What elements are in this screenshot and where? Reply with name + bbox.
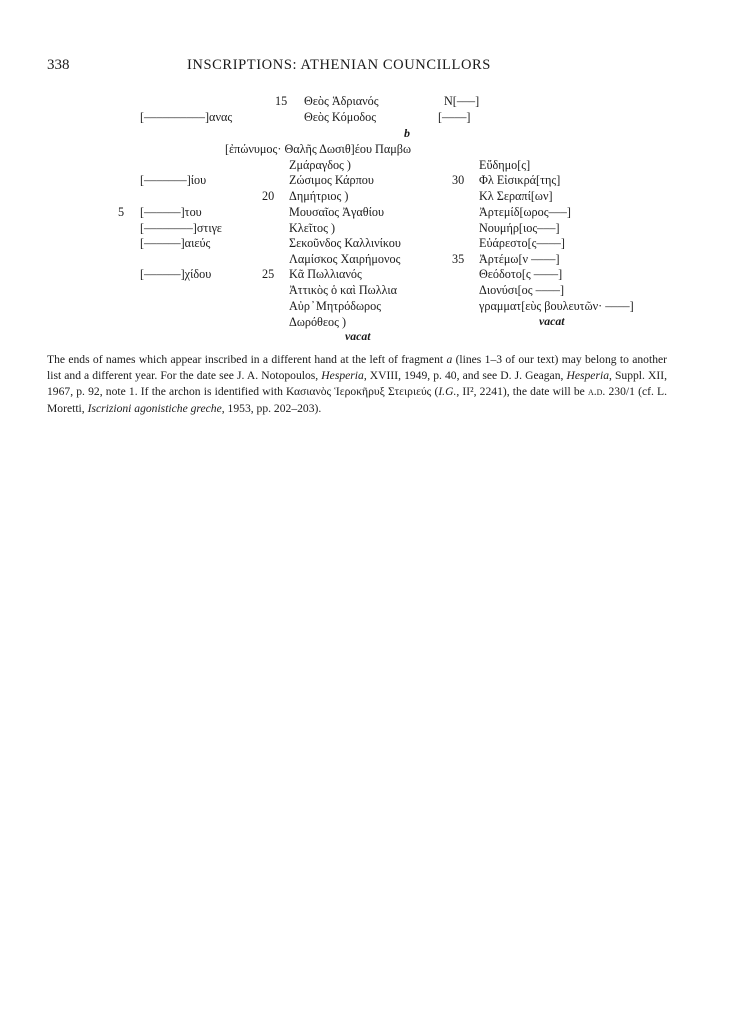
running-title: INSCRIPTIONS: ATHENIAN COUNCILLORS bbox=[187, 57, 491, 73]
middle-line: Λαμίσκος Χαιρήμονος bbox=[289, 252, 401, 266]
middle-line: Δωρόθεος ) bbox=[289, 315, 347, 329]
left-fragment: [––––––]αιεύς bbox=[140, 236, 211, 250]
left-fragment: [––––––––––]ανας bbox=[140, 110, 233, 124]
fragment-b-marker: b bbox=[404, 126, 410, 140]
middle-line: Κλεῖτος ) bbox=[289, 221, 336, 235]
right-line: Θεόδοτο[ς ––––] bbox=[479, 267, 563, 281]
vacat-middle: vacat bbox=[345, 329, 371, 343]
line-number-15: 15 bbox=[275, 94, 288, 108]
middle-line: Ἀττικὸς ὁ καὶ Πωλλια bbox=[289, 283, 398, 297]
right-line: γραμματ[εὺς βουλευτῶν· ––––] bbox=[479, 299, 634, 313]
line-number-25: 25 bbox=[262, 267, 275, 281]
right-line: Διονύσι[ος ––––] bbox=[479, 283, 565, 297]
right-line: Εὔδημο[ς] bbox=[479, 158, 531, 172]
commentary-paragraph: The ends of names which appear inscribed in a different hand at the left of fragment a (lines 1–3 of our text) may belong to another list and a different year. For the date see J. A. Notopoulos, Hesperia, XVIII, 1949, p. 40, and see D. J. Geagan, Hesperia, Suppl. XII, 1967, p. 92, note 1. If the archon is identified with Κασιανὸς Ἱεροκῆρυξ Στειριεύς (I.G., II², 2241), the date will be a.d. 230/1 (cf. L. Moretti, Iscrizioni agonistiche greche, 1953, pp. 202–203). bbox=[47, 353, 668, 415]
right-line: Κλ Σεραπί[ων] bbox=[479, 189, 553, 203]
line-number-35: 35 bbox=[452, 252, 465, 266]
middle-line: Αὐρ ̓ Μητρόδωρος bbox=[289, 299, 382, 313]
right-line: Ν[–––] bbox=[444, 94, 480, 108]
right-line: Νουμήρ[ιος–––] bbox=[479, 221, 560, 235]
middle-line: Ζώσιμος Κάρπου bbox=[289, 173, 374, 187]
middle-line: Σεκοῦνδος Καλλινίκου bbox=[289, 236, 401, 250]
page-number: 338 bbox=[47, 57, 70, 73]
middle-line: Ζμάραγδος ) bbox=[289, 158, 351, 172]
right-line: Φλ Εἰσικρά[της] bbox=[479, 173, 561, 187]
line-number-5: 5 bbox=[118, 205, 125, 219]
middle-line: [ἐπώνυμος· Θαλῆς Δωσιθ]έου Παμβω bbox=[225, 142, 411, 156]
left-fragment: [––––––]χίδου bbox=[140, 267, 212, 281]
left-fragment: [–––––––]ίου bbox=[140, 173, 207, 187]
left-fragment: [––––––––]στιγε bbox=[140, 221, 222, 235]
middle-line: Θεὸς Ἁδριανός bbox=[304, 94, 379, 108]
line-number-20: 20 bbox=[262, 189, 275, 203]
right-line: [––––] bbox=[438, 110, 471, 124]
middle-line: Θεὸς Κόμοδος bbox=[304, 110, 377, 124]
middle-line: Μουσαῖος Ἀγαθίου bbox=[289, 205, 384, 219]
middle-line: Κᾶ Πωλλιανός bbox=[289, 267, 362, 281]
left-fragment: [––––––]του bbox=[140, 205, 202, 219]
line-number-30: 30 bbox=[452, 173, 465, 187]
vacat-right: vacat bbox=[539, 314, 565, 328]
middle-line: Δημήτριος ) bbox=[289, 189, 349, 203]
right-line: Ἀρτεμίδ[ωρος–––] bbox=[479, 205, 571, 219]
right-line: Εὐάρεστο[ς––––] bbox=[479, 236, 565, 250]
right-line: Ἀρτέμω[ν ––––] bbox=[479, 252, 560, 266]
